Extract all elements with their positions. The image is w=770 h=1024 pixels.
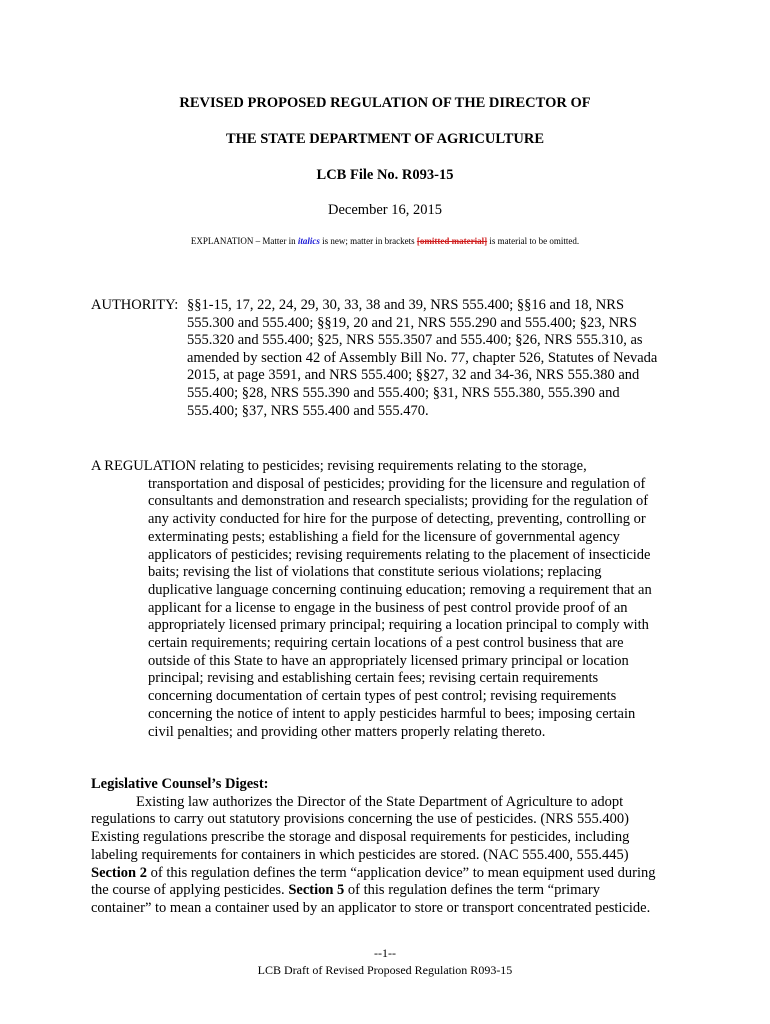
regulation-line: certain requirements; requiring certain locations of a pest control business that are — [148, 635, 624, 652]
regulation-line: any activity conducted for hire for the purpose of detecting, preventing, controlling or — [148, 511, 646, 528]
authority-line: 2015, at page 3591, and NRS 555.400; §§27, 32 and 34-36, NRS 555.380 and — [187, 367, 640, 384]
section-5-text: of this regulation defines the term “primary — [344, 882, 600, 899]
regulation-line: applicant for a license to engage in the business of pest control provide proof of an — [148, 599, 628, 616]
regulation-line: principal; revising and establishing certain fees; revising certain requirements — [148, 670, 599, 687]
explanation-omitted: [omitted material] — [416, 236, 488, 246]
regulation-line: duplicative language concerning continuing education; removing a requirement that an — [148, 581, 652, 598]
authority-line: 555.400; §37, NRS 555.400 and 555.470. — [187, 402, 429, 419]
digest-line: labeling requirements for containers in which pesticides are stored. (NAC 555.400, 555.445) — [91, 846, 629, 863]
regulation-first-line: A REGULATION relating to pesticides; revising requirements relating to the storage, — [91, 458, 587, 474]
digest-line: regulations to carry out statutory provisions concerning the use of pesticides. (NRS 555.400) — [91, 811, 630, 828]
regulation-line: concerning documentation of certain types of pest control; revising requirements — [148, 688, 617, 705]
regulation-line: applicators of pesticides; revising requirements relating to the placement of insecticide — [148, 546, 651, 563]
digest-line: Existing regulations prescribe the storage and disposal requirements for pesticides, including — [91, 829, 630, 846]
regulation-line: outside of this State to have an appropriately licensed primary principal or location — [148, 652, 629, 669]
digest-heading: Legislative Counsel’s Digest: — [91, 776, 269, 792]
digest-line-6: the course of applying pesticides. — [91, 882, 289, 899]
section-2-ref: Section 2 — [91, 864, 147, 881]
legislative-digest — [91, 776, 691, 918]
regulation-line: appropriately licensed primary principal; requiring a location principal to comply with — [148, 617, 649, 634]
section-5-ref: Section 5 — [288, 882, 345, 899]
page-number: --1-- — [374, 946, 396, 960]
document-date: December 16, 2015 — [328, 202, 442, 218]
file-number: LCB File No. R093-15 — [316, 167, 454, 183]
explanation-suffix: is material to be omitted. — [487, 236, 580, 246]
regulation-line: concerning the notice of intent to apply pesticides harmful to bees; imposing certain — [148, 705, 636, 722]
regulation-summary — [91, 458, 681, 741]
title-line-1: REVISED PROPOSED REGULATION OF THE DIRECTOR OF — [179, 95, 591, 111]
regulation-line: exterminating pests; establishing a field for the licensure of governmental agency — [148, 528, 620, 545]
digest-line: Existing law authorizes the Director of the State Department of Agriculture to adopt — [136, 793, 624, 810]
authority-section — [91, 297, 691, 420]
authority-body — [187, 297, 691, 420]
footer-file-label: LCB Draft of Revised Proposed Regulation R093-15 — [257, 963, 513, 977]
regulation-line: civil penalties; and providing other matters properly relating thereto. — [148, 723, 546, 740]
title-line-2: THE STATE DEPARTMENT OF AGRICULTURE — [225, 131, 545, 147]
explanation-middle: is new; matter in brackets — [319, 236, 417, 246]
digest-line — [91, 865, 691, 883]
regulation-line: consultants and demonstration and research specialists; providing for the regulation of — [148, 493, 649, 510]
regulation-body — [148, 476, 681, 742]
explanation-italics: italics — [297, 236, 320, 246]
authority-line: amended by section 42 of Assembly Bill No. 77, chapter 526, Statutes of Nevada — [187, 349, 658, 366]
explanation-note — [0, 236, 770, 246]
explanation-prefix: EXPLANATION – Matter in — [190, 236, 298, 246]
section-2-text: of this regulation defines the term “application device” to mean equipment used during — [146, 864, 656, 881]
regulation-line: baits; revising the list of violations that constitute serious violations; replacing — [148, 564, 602, 581]
authority-line: 555.300 and 555.400; §§19, 20 and 21, NRS 555.290 and 555.400; §23, NRS — [187, 314, 637, 331]
digest-line: container” to mean a container used by an applicator to store or transport concentrated pesticide. — [91, 899, 651, 916]
authority-line: 555.320 and 555.400; §25, NRS 555.3507 and 555.400; §26, NRS 555.310, as — [187, 332, 643, 349]
regulation-line: transportation and disposal of pesticides; providing for the licensure and regulation of — [148, 475, 646, 492]
authority-label: AUTHORITY: — [91, 297, 179, 313]
digest-line — [91, 882, 691, 900]
authority-line: 555.400; §28, NRS 555.390 and 555.400; §31, NRS 555.380, 555.390 and — [187, 384, 620, 401]
authority-line: §§1-15, 17, 22, 24, 29, 30, 33, 38 and 39, NRS 555.400; §§16 and 18, NRS — [187, 297, 625, 313]
